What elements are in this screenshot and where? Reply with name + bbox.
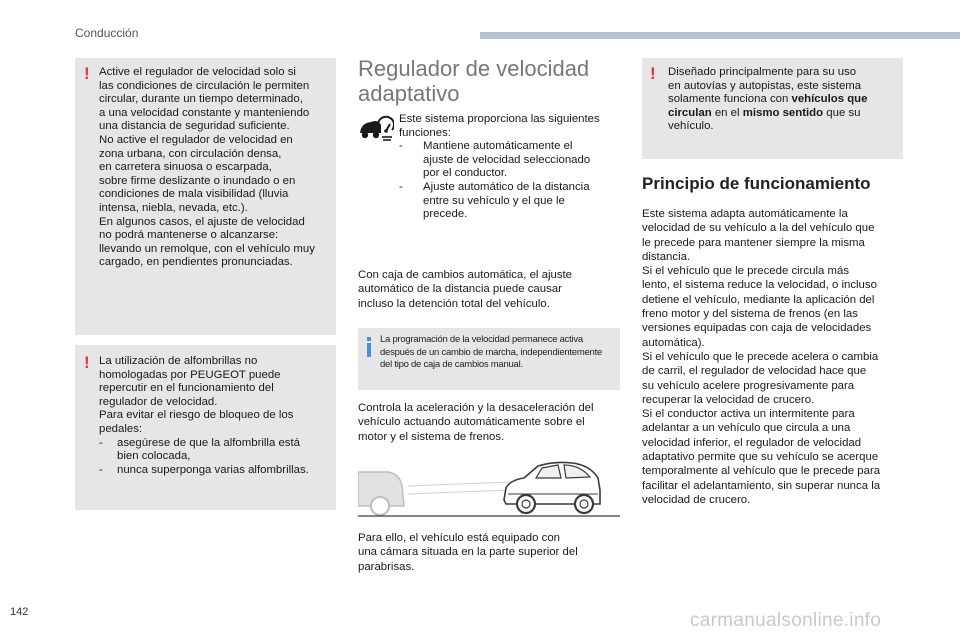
bold-text: vehículos que [791, 93, 868, 106]
text-line: lento, el sistema reduce la velocidad, o incluso [642, 279, 877, 292]
header-bar [480, 32, 960, 39]
text-line: Si el vehículo que le precede acelera o cambia [642, 350, 879, 363]
text-segment: Diseñado principalmente para su uso [668, 66, 857, 78]
text-line: nunca superponga varias alfombrillas. [117, 463, 309, 476]
warning-box-floor-mats [75, 345, 336, 510]
text-line: distancia. [642, 250, 691, 263]
text-line: Este sistema adapta automáticamente la [642, 208, 848, 220]
page-number: 142 [10, 606, 29, 618]
info-icon [365, 337, 373, 357]
text-segment: solamente funciona con [668, 93, 792, 106]
bold-text: mismo sentido [742, 106, 824, 119]
text-line: Para evitar el riesgo de bloqueo de los [99, 409, 294, 422]
text-line: le precede para mantener siempre la misma [642, 236, 865, 249]
info-box-manual-gearbox: La programación de la velocidad permanece activa después de un cambio de marcha, independientemente del tipo de caja de cambios manual. [358, 328, 620, 390]
list-item-text [117, 464, 309, 478]
text-line [668, 66, 893, 80]
watermark: carmanualsonline.info [690, 610, 882, 631]
text-segment: en el [711, 106, 743, 119]
text-line: cargado, en pendientes pronunciadas. [99, 256, 293, 269]
text-line: velocidad inferior, el regulador de velocidad [642, 436, 862, 449]
text-line: adelantar a un vehículo que circula a una [642, 422, 851, 435]
text-line [668, 80, 893, 94]
text-line: llevando un remolque, con el vehículo muy [99, 242, 315, 255]
exclamation-warning-icon: ! [84, 353, 90, 372]
warning-text [99, 355, 326, 437]
list-item-text [423, 140, 590, 181]
text-segment: en autovías y autopistas, este sistema [668, 79, 862, 92]
text-line: automática). [642, 336, 705, 349]
text-segment: que su [823, 106, 861, 119]
list-item [99, 437, 326, 464]
functions-intro: Este sistema proporciona las siguientes [399, 113, 600, 125]
section-title: Conducción [75, 26, 139, 40]
principle-paragraph [642, 207, 880, 507]
gearbox-paragraph: Con caja de cambios automática, el ajuste automático de la distancia puede causar incluso la detención total del vehículo. [358, 269, 573, 310]
text-segment: vehículo. [668, 120, 714, 133]
text-line: Mantiene automáticamente el [423, 140, 573, 153]
list-dash: - [99, 436, 103, 449]
text-line: las condiciones de circulación le permiten [99, 79, 310, 92]
warning-text [668, 66, 893, 134]
text-line: Si el conductor activa un intermitente para [642, 408, 855, 421]
text-line [668, 120, 893, 134]
text-line: una distancia de seguridad suficiente. [99, 120, 290, 133]
text-line: en carretera sinuosa o escarpada, [99, 161, 272, 174]
text-line: a una velocidad constante y manteniendo [99, 106, 310, 119]
text-line: intensa, niebla, nevada, etc.). [99, 201, 248, 214]
text-line: pedales: [99, 422, 143, 435]
list-item [399, 181, 628, 222]
list-dash: - [399, 180, 403, 193]
text-line: homologadas por PEUGEOT puede [99, 368, 281, 381]
list-item-text [423, 181, 590, 222]
adaptive-speed-regulator-icon [358, 113, 394, 143]
list-item-text [117, 437, 300, 464]
text-line [668, 107, 893, 121]
control-paragraph: Controla la aceleración y la desaceleración del vehículo actuando automáticamente sobre el motor y el sistema de frenos. [358, 402, 594, 443]
text-line: sobre firme deslizante o inundado o en [99, 174, 296, 187]
text-line: por el conductor. [423, 167, 508, 180]
text-line: repercutir en el funcionamiento del [99, 382, 274, 395]
bold-text: circulan [668, 106, 712, 119]
text-line: velocidad de crucero. [642, 493, 751, 506]
text-line: adaptativo permite que su vehículo se acerque [642, 451, 879, 464]
section-heading: Principio de funcionamiento [642, 174, 871, 193]
text-line: En algunos casos, el ajuste de velocidad [99, 215, 305, 228]
functions-block [358, 113, 628, 222]
text-line: temporalmente al vehículo que le precede para [642, 465, 881, 478]
text-line [668, 93, 893, 107]
exclamation-warning-icon: ! [84, 64, 90, 83]
text-line: condiciones de mala visibilidad (lluvia [99, 188, 289, 201]
camera-paragraph: Para ello, el vehículo está equipado con una cámara situada en la parte superior del parabrisas. [358, 532, 578, 573]
text-line: freno motor y del sistema de frenos (en las [642, 308, 858, 321]
text-line: detiene el vehículo, mediante la aplicación del [642, 293, 875, 306]
text-line: asegúrese de que la alfombrilla está [117, 436, 300, 449]
text-line: no podrá mantenerse o alcanzarse: [99, 229, 279, 242]
text-line: facilitar el adelantamiento, sin superar nunca la [642, 479, 881, 492]
text-line: La utilización de alfombrillas no [99, 355, 258, 367]
list-dash: - [99, 463, 103, 476]
text-line: No active el regulador de velocidad en [99, 133, 293, 146]
text-line: bien colocada, [117, 450, 191, 463]
text-line: ajuste de velocidad seleccionado [423, 153, 591, 166]
text-line: Active el regulador de velocidad solo si [99, 66, 296, 78]
text-line: entre su vehículo y el que le [423, 194, 565, 207]
text-line: versiones equipadas con caja de velocidades [642, 322, 872, 335]
warning-text [99, 66, 326, 270]
text-line: velocidad de su vehículo a la del vehículo que [642, 222, 875, 235]
text-line: circular, durante un tiempo determinado, [99, 93, 303, 106]
text-line: zona urbana, con circulación densa, [99, 147, 282, 160]
list-item [399, 140, 628, 181]
warning-box-usage-roads [642, 58, 903, 159]
text-line: precede. [423, 208, 468, 221]
text-line: de carril, el regulador de velocidad hace que [642, 365, 867, 378]
page-title: Regulador de velocidad adaptativo [358, 56, 590, 106]
exclamation-warning-icon: ! [650, 64, 656, 83]
text-line: Ajuste automático de la distancia [423, 180, 590, 193]
text-line: su vehículo acelere progresivamente para [642, 379, 855, 392]
warning-box-cruise-conditions [75, 58, 336, 335]
text-line: regulador de velocidad. [99, 395, 218, 408]
list-item [99, 464, 326, 478]
functions-intro: funciones: [399, 126, 451, 139]
list-dash: - [399, 140, 403, 153]
functions-list [399, 140, 628, 222]
cars-following-illustration [358, 456, 620, 518]
text-line: recuperar la velocidad de crucero. [642, 393, 815, 406]
warning-list [99, 437, 326, 478]
text-line: Si el vehículo que le precede circula más [642, 265, 850, 278]
